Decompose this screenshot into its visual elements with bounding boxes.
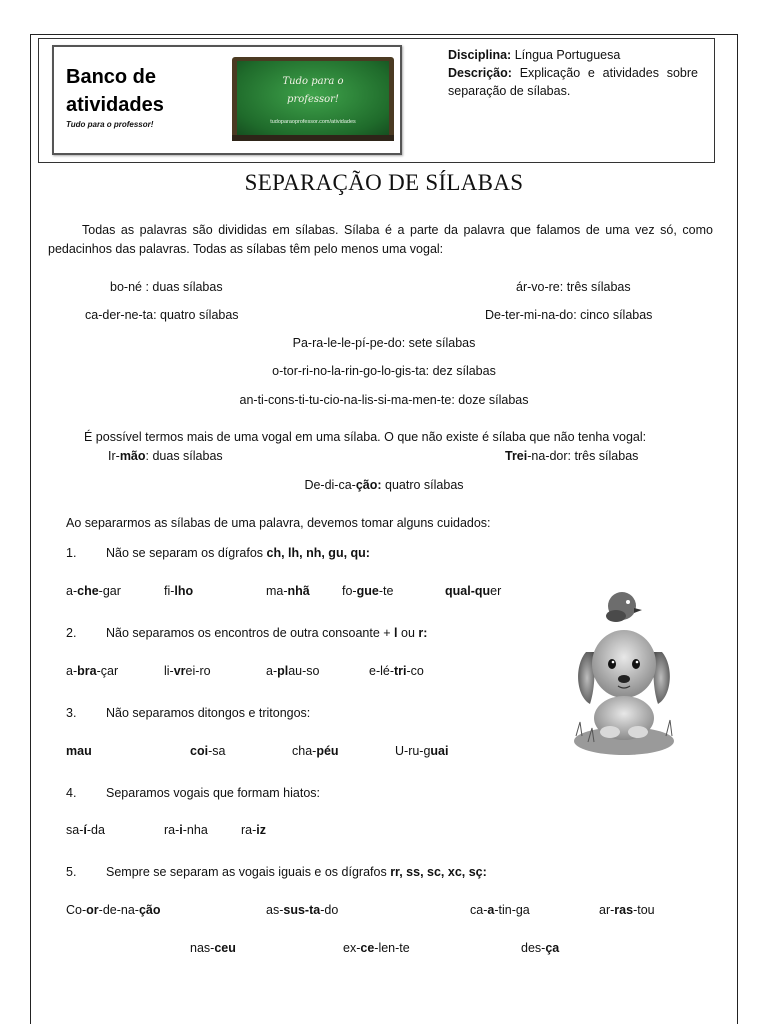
rule-1-word-manha: ma-nhã — [266, 584, 310, 598]
rule-5-word-caatinga: ca-a-tin-ga — [470, 903, 530, 917]
vowel-note: É possível termos mais de uma vogal em uma sílaba. O que não existe é sílaba que não tenha vogal: — [84, 430, 647, 444]
puppy-with-bird-illustration — [572, 586, 676, 758]
rule-2-word-aplauso: a-plau-so — [266, 664, 320, 678]
rule-2-word-abracar: a-bra-çar — [66, 664, 119, 678]
rule-3-number: 3. — [66, 706, 77, 720]
logo-tagline: Tudo para o professor! — [66, 120, 154, 129]
rule-1-word-filho: fi-lho — [164, 584, 194, 598]
logo-title — [66, 63, 164, 119]
rule-5-word-assustado: as-sus-ta-do — [266, 903, 339, 917]
rule-1-word-foguete: fo-gue-te — [342, 584, 394, 598]
example-paralelepipedo: Pa-ra-le-le-pí-pe-do: sete sílabas — [292, 336, 476, 350]
rule-3-word-uruguai: U-ru-guai — [395, 744, 449, 758]
rule-2-text: Não separamos os encontros de outra consoante + l ou r: — [106, 626, 428, 640]
rule-4-number: 4. — [66, 786, 77, 800]
rule-5-text: Sempre se separam as vogais iguais e os dígrafos rr, ss, sc, xc, sç: — [106, 865, 487, 879]
rule-4-word-rainha: ra-i-nha — [164, 823, 208, 837]
rule-1-word-achegar: a-che-gar — [66, 584, 121, 598]
rule-5-word-arrastou: ar-ras-tou — [599, 903, 655, 917]
rule-3-word-mau: mau — [66, 744, 92, 758]
rule-5-word-desca: des-ça — [521, 941, 560, 955]
rule-2-number: 2. — [66, 626, 77, 640]
rule-1-word-qualquer: qual-quer — [445, 584, 502, 598]
rule-2-word-eletrico: e-lé-tri-co — [369, 664, 424, 678]
example-otorrino: o-tor-ri-no-la-rin-go-lo-gis-ta: dez sílabas — [272, 364, 496, 378]
rule-2-word-livreiro: li-vrei-ro — [164, 664, 211, 678]
description-label: Descrição: — [448, 66, 512, 80]
example-anticonstitucionalissimamente: an-ti-cons-ti-tu-cio-na-lis-si-ma-men-te: doze sílabas — [239, 393, 529, 407]
header-info — [448, 46, 698, 100]
discipline-label: Disciplina: — [448, 48, 512, 62]
rule-3-text: Não separamos ditongos e tritongos: — [106, 706, 311, 720]
rule-3-word-chapeu: cha-péu — [292, 744, 339, 758]
description-value: Explicação e atividades sobre separação de sílabas. — [448, 66, 698, 98]
logo-line-2: atividades — [66, 94, 164, 116]
rule-5-number: 5. — [66, 865, 77, 879]
example-bone: bo-né : duas sílabas — [110, 280, 223, 294]
rule-4-word-saida: sa-í-da — [66, 823, 105, 837]
example-irmao: Ir-mão: duas sílabas — [108, 449, 223, 463]
rule-5-word-excelente: ex-ce-len-te — [343, 941, 410, 955]
rules-intro: Ao separarmos as sílabas de uma palavra, devemos tomar alguns cuidados: — [66, 516, 491, 530]
rule-5-word-nasceu: nas-ceu — [190, 941, 236, 955]
logo-line-1: Banco de — [66, 66, 157, 88]
rule-4-word-raiz: ra-iz — [241, 823, 267, 837]
chalkboard-image — [232, 57, 394, 141]
rule-5-word-coordenacao: Co-or-de-na-ção — [66, 903, 161, 917]
rule-1-number: 1. — [66, 546, 77, 560]
chalkboard-text: Tudo para o professor! — [282, 76, 344, 105]
discipline-value: Língua Portuguesa — [511, 48, 621, 62]
example-arvore: ár-vo-re: três sílabas — [516, 280, 631, 294]
logo-banner — [52, 45, 402, 155]
example-caderneta: ca-der-ne-ta: quatro sílabas — [85, 308, 239, 322]
example-treinador: Trei-na-dor: três sílabas — [505, 449, 639, 463]
example-determinado: De-ter-mi-na-do: cinco sílabas — [485, 308, 653, 322]
chalkboard-url: tudoparaoprofessor.com/atividades — [270, 119, 356, 125]
page-title: SEPARAÇÃO DE SÍLABAS — [244, 170, 524, 195]
rule-3-word-coisa: coi-sa — [190, 744, 226, 758]
rule-4-text: Separamos vogais que formam hiatos: — [106, 786, 320, 800]
rule-1-text: Não se separam os dígrafos ch, lh, nh, gu, qu: — [106, 546, 370, 560]
example-dedicacao: De-di-ca-ção: quatro sílabas — [304, 478, 464, 492]
intro-paragraph: Todas as palavras são divididas em sílabas. Sílaba é a parte da palavra que falamos de uma vez só, como pedacinhos das palavras. Todas as sílabas têm pelo menos uma vogal: — [48, 223, 713, 256]
